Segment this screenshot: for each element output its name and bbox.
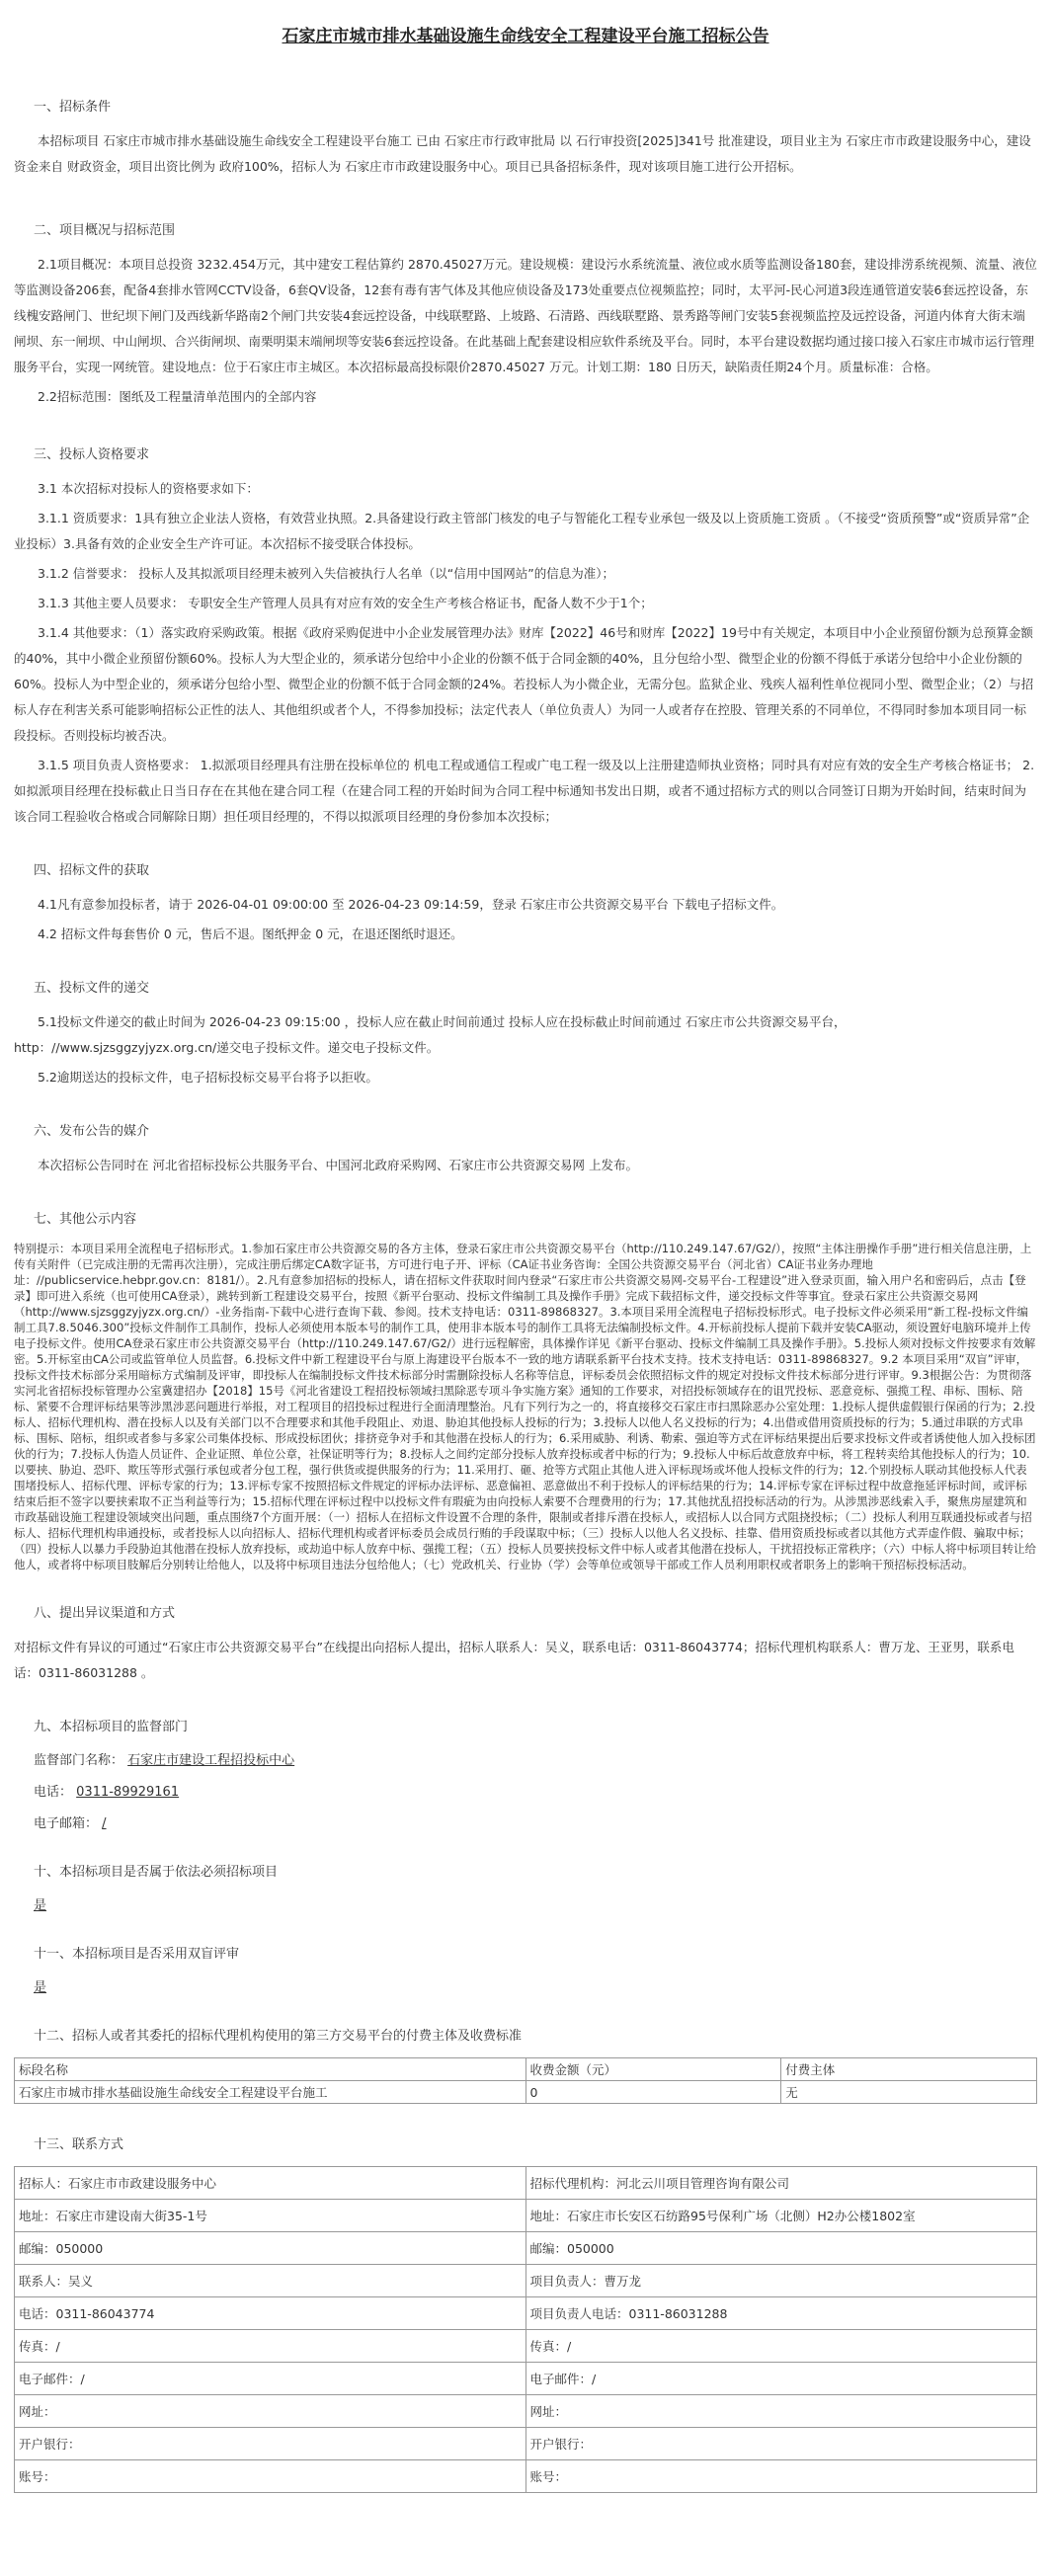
- supervisor-email-label: 电子邮箱：: [34, 1816, 99, 1831]
- section-value: [34, 1893, 1037, 1919]
- table-cell: 联系人：吴义: [15, 2265, 526, 2297]
- section-6: [14, 1120, 1037, 1178]
- table-header-cell: 标段名称: [15, 2058, 526, 2081]
- table-cell: 传真：/: [526, 2330, 1037, 2363]
- table-header-cell: 收费金额（元）: [526, 2058, 781, 2081]
- section-4: [14, 859, 1037, 947]
- supervisor-dept-value: 石家庄市建设工程招投标中心: [127, 1753, 295, 1768]
- table-row: [15, 2265, 1037, 2297]
- section-heading: 十、本招标项目是否属于依法必须招标项目: [34, 1865, 279, 1880]
- section-7: [14, 1208, 1037, 1572]
- section-5: [14, 977, 1037, 1090]
- table-cell: 招标人：石家庄市市政建设服务中心: [15, 2167, 526, 2200]
- page-title: 石家庄市城市排水基础设施生命线安全工程建设平台施工招标公告: [282, 27, 769, 46]
- table-row: [15, 2330, 1037, 2363]
- section-13: [14, 2133, 1037, 2493]
- table-cell: 账号：: [15, 2460, 526, 2493]
- supervisor-phone-row: [34, 1780, 1037, 1806]
- supervisor-email-row: [34, 1811, 1037, 1837]
- section-11: [14, 1943, 1037, 2001]
- section-heading: 二、项目概况与招标范围: [34, 223, 176, 238]
- table-cell: 电子邮件：/: [15, 2363, 526, 2395]
- section-3: [14, 443, 1037, 830]
- table-cell: 招标代理机构：河北云川项目管理咨询有限公司: [526, 2167, 1037, 2200]
- section-heading: 十一、本招标项目是否采用双盲评审: [34, 1947, 240, 1962]
- supervisor-phone-value: 0311-89929161: [76, 1785, 180, 1800]
- section-heading: 一、招标条件: [34, 100, 112, 115]
- table-cell: 地址：石家庄市建设南大街35-1号: [15, 2200, 526, 2232]
- section-text: 4.1凡有意参加投标者，请于 2026-04-01 09:00:00 至 2026-04-23 09:14:59，登录 石家庄市公共资源交易平台 下载电子招标文件。: [38, 897, 784, 912]
- supervisor-dept-label: 监督部门名称：: [34, 1753, 124, 1768]
- table-header-row: [15, 2058, 1037, 2081]
- section-text: 2.2招标范围：图纸及工程量清单范围内的全部内容: [38, 389, 317, 404]
- table-cell: 邮编：050000: [15, 2232, 526, 2265]
- table-cell: 邮编：050000: [526, 2232, 1037, 2265]
- supervisor-email-value: /: [102, 1816, 107, 1831]
- section-text: 本次招标公告同时在 河北省招标投标公共服务平台、中国河北政府采购网、石家庄市公共资源交易网 上发布。: [38, 1158, 638, 1172]
- section-text: 3.1.5 项目负责人资格要求： 1.拟派项目经理具有注册在投标单位的 机电工程或通信工程或广电工程一级及以上注册建造师执业资格；同时具有对应有效的安全生产考核合格证书； 2.如拟派项目经理在投标截止日当日存在在其他在建合同工程（在建合同工程的开始时间为合同工程中标通知书发出日期，或者不通过招标方式的则以合同签订日期为开始时间，结束时间为该合同工程验收合格或合同解除日期）担任项目经理的，不得以拟派项目经理的身份参加本次投标；: [14, 758, 1035, 824]
- supervisor-dept-row: [34, 1748, 1037, 1774]
- section-heading: 三、投标人资格要求: [34, 447, 150, 462]
- section-heading: 七、其他公示内容: [34, 1212, 137, 1227]
- table-cell: 网址：: [526, 2395, 1037, 2428]
- table-row: [15, 2428, 1037, 2460]
- table-cell: 无: [781, 2081, 1037, 2104]
- section-12: [14, 2025, 1037, 2104]
- section-heading: 四、招标文件的获取: [34, 863, 150, 878]
- table-cell: 项目负责人电话：0311-86031288: [526, 2297, 1037, 2330]
- table-cell: 0: [526, 2081, 781, 2104]
- section-2: [14, 219, 1037, 410]
- section-text: 3.1.1 资质要求：1具有独立企业法人资格，有效营业执照。2.具备建设行政主管部门核发的电子与智能化工程专业承包一级及以上资质施工资质 。（不接受“资质预警”或“资质异常”企业投标）3.具备有效的企业安全生产许可证。本次招标不接受联合体投标。: [14, 511, 1030, 551]
- section-text: 对招标文件有异议的可通过“石家庄市公共资源交易平台”在线提出向招标人提出，招标人联系人：吴义，联系电话：0311-86043774；招标代理机构联系人：曹万龙、王亚男，联系电话：0311-86031288 。: [14, 1640, 1014, 1680]
- table-row: [15, 2200, 1037, 2232]
- section-text: 3.1 本次招标对投标人的资格要求如下：: [38, 481, 259, 496]
- section-text: 3.1.2 信誉要求： 投标人及其拟派项目经理未被列入失信被执行人名单（以“信用中国网站”的信息为准）；: [38, 566, 614, 581]
- double-blind-value: 是: [34, 1980, 47, 1995]
- section-heading: 十三、联系方式: [34, 2137, 124, 2152]
- section-text: 4.2 招标文件每套售价 0 元，售后不退。图纸押金 0 元，在退还图纸时退还。: [38, 926, 463, 941]
- table-cell: 石家庄市城市排水基础设施生命线安全工程建设平台施工: [15, 2081, 526, 2104]
- table-row: [15, 2167, 1037, 2200]
- table-cell: 地址：石家庄市长安区石纺路95号保利广场（北侧）H2办公楼1802室: [526, 2200, 1037, 2232]
- table-cell: 账号：: [526, 2460, 1037, 2493]
- contact-table: [14, 2166, 1037, 2493]
- supervisor-phone-label: 电话：: [34, 1785, 73, 1800]
- table-row: [15, 2460, 1037, 2493]
- section-heading: 八、提出异议渠道和方式: [34, 1606, 176, 1621]
- table-header-cell: 付费主体: [781, 2058, 1037, 2081]
- section-text: 5.1投标文件递交的截止时间为 2026-04-23 09:15:00 ，投标人应在截止时间前通过 投标人应在投标截止时间前通过 石家庄市公共资源交易平台，http：//www.sjzsggzyjyzx.org.cn/递交电子投标文件。递交电子投标文件。: [14, 1014, 847, 1055]
- section-heading: 十二、招标人或者其委托的招标代理机构使用的第三方交易平台的付费主体及收费标准: [34, 2029, 523, 2044]
- section-text: 特别提示：本项目采用全流程电子招标形式。1.参加石家庄市公共资源交易的各方主体，登录石家庄市公共资源交易平台（http://110.249.147.67/G2/），按照“主体注册操作手册”进行相关信息注册，上传有关附件（已完成注册的无需再次注册），完成注册后绑定CA数字证书，方可进行电子开、评标（CA证书业务咨询：全国公共资源交易平台（河北省）CA证书业务办理地址：//publicservice.hebpr.gov.cn：8181/）。2.凡有意参加招标的投标人，请在招标文件获取时间内登录“石家庄市公共资源交易网-交易平台-工程建设”进入登录页面，输入用户名和密码后，点击【登录】即可进入系统（也可使用CA登录），跳转到新工程建设交易平台，按照《新平台驱动、投标文件编制工具及操作手册》完成下载招标文件，递交投标文件等事宜。登录石家庄公共资源交易网（http://www.sjzsggzyjyzx.org.cn/）-业务指南-下载中心进行查询下载、参阅。技术支持电话：0311-89868327。3.本项目采用全流程电子招标投标形式。电子投标文件必须采用“新工程-投标文件编制工具7.8.5046.300”投标文件制作工具制作，投标人必须使用本版本号的制作工具，使用非本版本号的制作工具将无法编制投标文件。4.开标前投标人提前下载并安装CA驱动，须设置好电脑环境并上传电子投标文件。使用CA登录石家庄市公共资源交易平台（http://110.249.147.67/G2/）进行远程解密，具体操作详见《新平台驱动、投标文件编制工具及操作手册》。5.投标人须对投标文件按要求有效解密。5.开标室由CA公司或监管单位人员监督。6.投标文件中新工程建设平台与原上海建设平台版本不一致的地方请联系新平台技术支持。技术支持电话：0311-89868327。9.2 本项目采用“双盲”评审，投标文件技术标部分采用暗标方式编制及评审，即投标人在编制投标文件技术标部分时需删除投标人名称等信息，评标委员会依照招标文件的规定对投标文件技术标部分进行评审。9.3根据公告：为贯彻落实河北省招标投标管理办公室冀建招办【2018】15号《河北省建设工程招投标领域扫黑除恶专项斗争实施方案》通知的工作要求，对招投标领域存在的诅咒投标、恶意竞标、强揽工程、串标、围标、陪标、紧要不合理评标结果等涉黑涉恶问题进行举报，对工程项目的招投标过程进行全面清理整治。凡有下列行为之一的，将直接移交石家庄市扫黑除恶办公室处理：1.投标人提供虚假银行保函的行为；2.投标人、招标代理机构、潜在投标人以及有关部门以不合理要求和其他手段阻止、劝退、胁迫其他投标人投标的行为；3.投标人以他人名义投标的行为；4.出借或借用资质投标的行为；5.通过串联的方式串标、围标、陪标，组织或者参与多家公司集体投标、形成投标团伙；排挤竞争对手和其他潜在投标人的行为；6.采用威胁、利诱、勒索、强迫等方式在评标结果提出后要求投标文件或者诱使他人加入投标团伙的行为；7.投标人伪造人员证件、企业证照、单位公章，社保证明等行为；8.投标人之间约定部分投标人放弃投标或者中标的行为；9.投标人中标后故意放弃中标，将工程转卖给其他投标人的行为；10.以要挟、胁迫、恐吓、欺压等形式强行承包或者分包工程，强行供货或提供服务的行为；11.采用打、砸、抢等方式阻止其他人进入评标现场或坏他人投标文件的行为；12.个别投标人联动其他投标人代表围堵投标人、招标代理、评标专家的行为；13.评标专家不按照招标文件规定的评标办法评标、恶意偏袒、恶意做出不利于投标人的评标结果的行为；14.评标专家在评标过程中故意拖延评标时间，或评标结束后拒不签字以要挟索取不正当利益等行为；15.招标代理在评标过程中以投标文件有瑕疵为由向投标人索要不合理费用的行为；17.其他扰乱招投标活动的行为。从涉黑涉恶线索入手，聚焦房屋建筑和市政基础设施工程建设领域突出问题，重点围绕7个方面开展：（一）招标人在招标文件设置不合理的条件，限制或者排斥潜在投标人，或招标人以合同方式阻挠投标；（二）投标人利用互联通投标或者与招标人、招标代理机构串通投标，或者投标人以向招标人、招标代理机构或者评标委员会成员行贿的手段谋取中标；（三）投标人以他人名义投标、挂靠、借用资质投标或者以其他方式弄虚作假、骗取中标；（四）投标人以暴力手段胁迫其他潜在投标人放弃投标，或劫追中标人放弃中标、强揽工程；（五）投标人员要挟投标文件中标人或者其他潜在投标人，干扰招投标正常秩序；（六）中标人将中标项目转让给他人，或者将中标项目肢解后分别转让给他人，以及将中标项目违法分包给他人；（七）党政机关、行业协（学）会等单位或领导干部或工作人员利用职权或者职务上的影响干预招标投标活动。: [14, 1242, 1036, 1571]
- section-8: [14, 1602, 1037, 1686]
- section-text: 3.1.3 其他主要人员要求： 专职安全生产管理人员具有对应有效的安全生产考核合格证书，配备人数不少于1个；: [38, 596, 653, 610]
- table-row: [15, 2363, 1037, 2395]
- table-cell: 项目负责人：曹万龙: [526, 2265, 1037, 2297]
- section-10: [14, 1861, 1037, 1919]
- table-cell: 开户银行：: [15, 2428, 526, 2460]
- section-value: [34, 1975, 1037, 2001]
- table-cell: 网址：: [15, 2395, 526, 2428]
- table-row: [15, 2395, 1037, 2428]
- table-cell: 电话：0311-86043774: [15, 2297, 526, 2330]
- section-text: 2.1项目概况：本项目总投资 3232.454万元，其中建安工程估算约 2870.45027万元。建设规模：建设污水系统流量、液位或水质等监测设备180套，建设排涝系统视频、流量、液位等监测设备206套，配备4套排水管网CCTV设备，6套QV设备，12套有毒有害气体及其他应侦设备及173处重要点位视频监控；同时，太平河-民心河道3段连通管道安装6套远控设备，东线槐安路闸门、世纪坝下闸门及西线新华路南2个闸门共安装4套远控设备，中线联墅路、上坡路、石清路、西线联墅路、景秀路等闸门安装5套视频监控及远控设备，河道内体育大街末端闸坝、东一闸坝、中山闸坝、合兴街闸坝、南栗明渠末端闸坝等安装6套远控设备。在此基础上配套建设相应软件系统及平台。同时，本平台建设数据均通过接口接入石家庄市城市运行管理服务平台，实现一网统管。建设地点：位于石家庄市主城区。本次招标最高投标限价2870.45027 万元。计划工期：180 日历天，缺陷责任期24个月。质量标准：合格。: [14, 257, 1037, 374]
- section-text: 3.1.4 其他要求：（1）落实政府采购政策。根据《政府采购促进中小企业发展管理办法》财库【2022】46号和财库【2022】19号中有关规定，本项目中小企业预留份额为总预算金额的40%，其中小微企业预留份额60%。投标人为大型企业的，须承诺分包给中小企业的份额不低于合同金额的40%，且分包给小型、微型企业的份额不得低于承诺分包给中小企业份额的60%。投标人为中型企业的，须承诺分包给小型、微型企业的份额不低于合同金额的24%。若投标人为小微企业，无需分包。监狱企业、残疾人福利性单位视同小型、微型企业；（2）与招标人存在利害关系可能影响招标公正性的法人、其他组织或者个人，不得参加投标；法定代表人（单位负责人）为同一人或者存在控股、管理关系的不同单位，不得同时参加本项目同一标段投标。否则投标均被否决。: [14, 625, 1034, 743]
- table-row: [15, 2232, 1037, 2265]
- table-cell: 电子邮件：/: [526, 2363, 1037, 2395]
- table-row: [15, 2081, 1037, 2104]
- table-row: [15, 2297, 1037, 2330]
- section-text: 5.2逾期送达的投标文件，电子招标投标交易平台将予以拒收。: [38, 1070, 378, 1085]
- section-text: 本招标项目 石家庄市城市排水基础设施生命线安全工程建设平台施工 已由 石家庄市行政审批局 以 石行审投资[2025]341号 批准建设，项目业主为 石家庄市市政建设服务中心，建设资金来自 财政资金，项目出资比例为 政府100%，招标人为 石家庄市市政建设服务中心。项目已具备招标条件，现对该项目施工进行公开招标。: [14, 133, 1031, 174]
- section-heading: 五、投标文件的递交: [34, 981, 150, 996]
- section-heading: 六、发布公告的媒介: [34, 1124, 150, 1139]
- mandatory-tender-value: 是: [34, 1898, 47, 1913]
- section-9: [14, 1716, 1037, 1837]
- table-cell: 开户银行：: [526, 2428, 1037, 2460]
- fee-table: [14, 2057, 1037, 2104]
- section-1: [14, 96, 1037, 180]
- table-cell: 传真：/: [15, 2330, 526, 2363]
- section-heading: 九、本招标项目的监督部门: [34, 1720, 189, 1734]
